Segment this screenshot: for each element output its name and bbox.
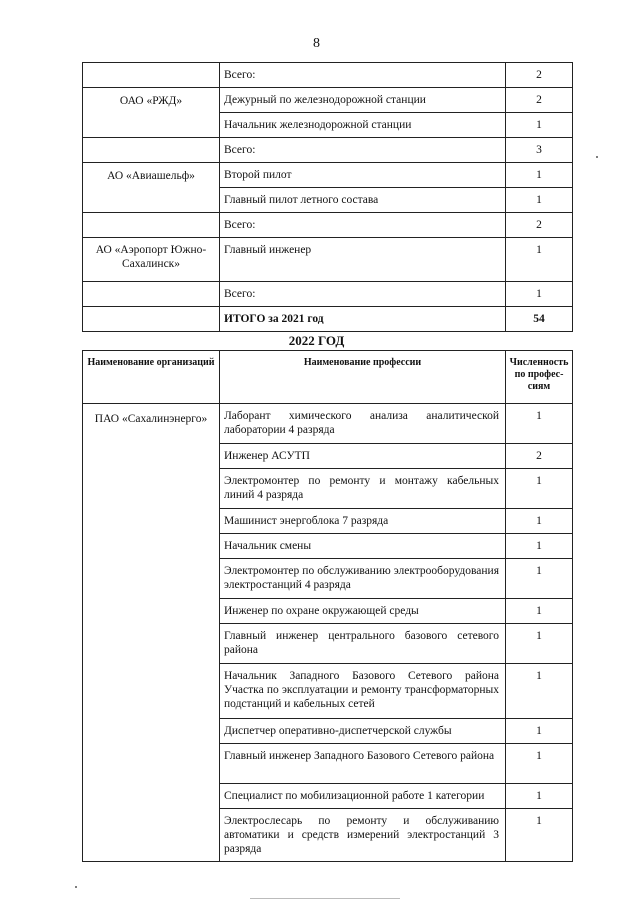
- year-title: 2022 ГОД: [288, 333, 345, 348]
- scan-speck: [596, 156, 598, 158]
- count-cell: 2: [506, 444, 573, 469]
- profession-cell: Главный инженер центрального базового сетевого района: [220, 624, 506, 664]
- profession-cell: Машинист энергоблока 7 разряда: [220, 509, 506, 534]
- org-cell: [83, 63, 220, 88]
- count-cell: 2: [506, 63, 573, 88]
- profession-cell: Лаборант химического анализа аналитической лаборатории 4 разряда: [220, 404, 506, 444]
- table-header-row: [83, 351, 573, 404]
- org-cell: [83, 138, 220, 163]
- count-cell: 1: [506, 163, 573, 188]
- count-cell: 1: [506, 784, 573, 809]
- org-cell: АО «Авиашельф»: [83, 163, 220, 213]
- table-row: [83, 404, 573, 444]
- table-2022: [82, 350, 573, 862]
- table-row: [83, 238, 573, 282]
- org-cell: ПАО «Сахалинэнерго»: [83, 404, 220, 862]
- count-cell: 1: [506, 809, 573, 862]
- profession-cell: Электромонтер по обслуживанию электрооборудования электростанций 4 разряда: [220, 559, 506, 599]
- total-count: 54: [506, 307, 573, 332]
- count-cell: 1: [506, 534, 573, 559]
- profession-cell: Всего:: [220, 213, 506, 238]
- header-org: Наименование организаций: [83, 351, 220, 404]
- profession-cell: Всего:: [220, 282, 506, 307]
- profession-cell: Начальник железнодорожной станции: [220, 113, 506, 138]
- profession-cell: Специалист по мобилизационной работе 1 категории: [220, 784, 506, 809]
- count-cell: 1: [506, 509, 573, 534]
- count-cell: 1: [506, 719, 573, 744]
- profession-cell: Начальник Западного Базового Сетевого района Участка по эксплуатации и ремонту трансформаторных подстанций и кабельных сетей: [220, 664, 506, 719]
- scan-speck: [75, 886, 77, 888]
- header-count: Численность по профес-сиям: [506, 351, 573, 404]
- profession-cell: Диспетчер оперативно-диспетчерской службы: [220, 719, 506, 744]
- org-cell: АО «Аэропорт Южно-Сахалинск»: [83, 238, 220, 282]
- count-cell: 2: [506, 213, 573, 238]
- count-cell: 1: [506, 559, 573, 599]
- count-cell: 1: [506, 404, 573, 444]
- org-cell: ОАО «РЖД»: [83, 88, 220, 138]
- count-cell: 1: [506, 282, 573, 307]
- count-cell: 2: [506, 88, 573, 113]
- previous-year-table: [82, 62, 573, 332]
- profession-cell: Главный инженер: [220, 238, 506, 282]
- count-cell: 1: [506, 599, 573, 624]
- header-profession: Наименование профессии: [220, 351, 506, 404]
- org-cell: [83, 307, 220, 332]
- profession-cell: Начальник смены: [220, 534, 506, 559]
- count-cell: 3: [506, 138, 573, 163]
- table-row: [83, 213, 573, 238]
- profession-cell: Второй пилот: [220, 163, 506, 188]
- table-row: [83, 63, 573, 88]
- table-row: [83, 138, 573, 163]
- count-cell: 1: [506, 664, 573, 719]
- total-row: [83, 307, 573, 332]
- org-cell: [83, 282, 220, 307]
- profession-cell: Дежурный по железнодорожной станции: [220, 88, 506, 113]
- page-edge-line: [250, 898, 400, 899]
- count-cell: 1: [506, 188, 573, 213]
- count-cell: 1: [506, 469, 573, 509]
- profession-cell: Всего:: [220, 63, 506, 88]
- table-row: [83, 88, 573, 113]
- profession-cell: Инженер по охране окружающей среды: [220, 599, 506, 624]
- count-cell: 1: [506, 113, 573, 138]
- profession-cell: Главный пилот летного состава: [220, 188, 506, 213]
- count-cell: 1: [506, 624, 573, 664]
- org-cell: [83, 213, 220, 238]
- table-row: [83, 282, 573, 307]
- total-label: ИТОГО за 2021 год: [220, 307, 506, 332]
- profession-cell: Электромонтер по ремонту и монтажу кабельных линий 4 разряда: [220, 469, 506, 509]
- profession-cell: Инженер АСУТП: [220, 444, 506, 469]
- profession-cell: Всего:: [220, 138, 506, 163]
- profession-cell: Электрослесарь по ремонту и обслуживанию автоматики и средств измерений электростанций 3 разряда: [220, 809, 506, 862]
- page-number: 8: [313, 36, 320, 51]
- count-cell: 1: [506, 238, 573, 282]
- table-row: [83, 163, 573, 188]
- profession-cell: Главный инженер Западного Базового Сетевого района: [220, 744, 506, 784]
- count-cell: 1: [506, 744, 573, 784]
